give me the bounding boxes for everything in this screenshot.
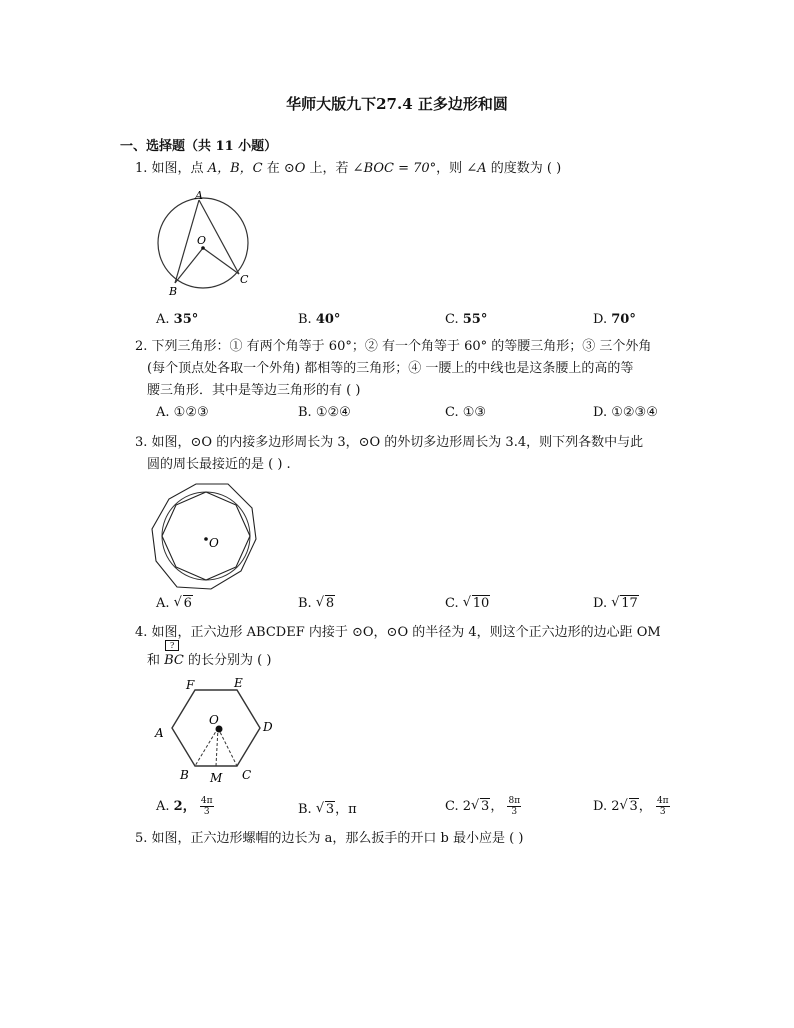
fig4-label-B: B — [180, 768, 189, 782]
question-2-line-1: 2. 下列三角形：① 有两个角等于 60°；② 有一个角等于 60° 的等腰三角形；③ 三个外角 — [135, 339, 652, 354]
q2-option-d[interactable]: D. ①②③④ — [593, 405, 658, 420]
fig4-label-E: E — [234, 676, 243, 690]
q2-option-b[interactable]: B. ①②④ — [298, 405, 351, 420]
question-3-line-1: 3. 如图，⊙O 的内接多边形周长为 3，⊙O 的外切多边形周长为 3.4，则下列各数中与此 — [135, 435, 644, 450]
question-2-line-3: 腰三角形．其中是等边三角形的有 ( ) — [147, 383, 361, 398]
question-1-text: 1. 如图，点 A，B，C 在 ⊙O 上，若 ∠BOC = 70°，则 ∠A 的度数为 ( ) — [135, 161, 562, 176]
fig1-label-C: C — [240, 273, 249, 286]
q4-option-d[interactable]: D. 2 √ 3， $\frac{4\pi}{3}$ — [593, 796, 669, 817]
q3-option-b[interactable]: B. √ 8 — [298, 595, 335, 611]
arc-bc-label: ? BC — [164, 641, 184, 668]
q1-option-d[interactable]: D. 70° — [593, 312, 636, 327]
fig4-label-F: F — [186, 678, 195, 692]
question-5-line-1: 5. 如图，正六边形螺帽的边长为 a，那么扳手的开口 b 最小应是 ( ) — [135, 831, 524, 846]
section-heading: 一、选择题（共 11 小题） — [120, 139, 278, 154]
q1-option-a[interactable]: A. 35° — [156, 312, 199, 327]
fig4-label-D: D — [263, 720, 273, 734]
fig4-label-O: O — [209, 713, 219, 727]
q4-option-c[interactable]: C. 2 √ 3， $\frac{8\pi}{3}$ — [445, 796, 521, 817]
q4-option-b[interactable]: B. √ 3，π — [298, 801, 357, 817]
fig1-label-O: O — [197, 234, 207, 247]
arc-mark-icon: ? — [165, 640, 179, 651]
fig4-label-M: M — [210, 771, 223, 785]
fig4-label-A: A — [155, 726, 164, 740]
q2-option-a[interactable]: A. ①②③ — [156, 405, 209, 420]
question-4-line-1: 4. 如图，正六边形 ABCDEF 内接于 ⊙O，⊙O 的半径为 4，则这个正六边形的边心距 OM — [135, 625, 661, 640]
q3-option-a[interactable]: A. √ 6 — [156, 595, 192, 611]
question-3-figure — [145, 477, 265, 595]
q2-option-c[interactable]: C. ①③ — [445, 405, 487, 420]
page-title: 华师大版九下27.4 正多边形和圆 — [286, 95, 508, 113]
fig3-label-O: O — [209, 536, 219, 550]
question-4-line-2: 和 ? BC 的长分别为 ( ) — [147, 650, 271, 672]
question-1-figure — [150, 188, 265, 300]
question-3-line-2: 圆的周长最接近的是 ( ) . — [147, 457, 291, 472]
question-4-figure — [150, 673, 280, 785]
fig4-label-C: C — [242, 768, 252, 782]
q1-option-c[interactable]: C. 55° — [445, 312, 488, 327]
fig1-label-A: A — [195, 189, 203, 202]
q4-option-a[interactable]: A. 2， $\frac{4\pi}{3}$ — [156, 796, 213, 817]
q3-option-c[interactable]: C. √ 10 — [445, 595, 490, 611]
q1-option-b[interactable]: B. 40° — [298, 312, 341, 327]
q3-option-d[interactable]: D. √ 17 — [593, 595, 638, 611]
question-2-line-2: (每个顶点处各取一个外角) 都相等的三角形；④ 一腰上的中线也是这条腰上的高的等 — [147, 361, 634, 376]
fig1-label-B: B — [169, 285, 178, 298]
